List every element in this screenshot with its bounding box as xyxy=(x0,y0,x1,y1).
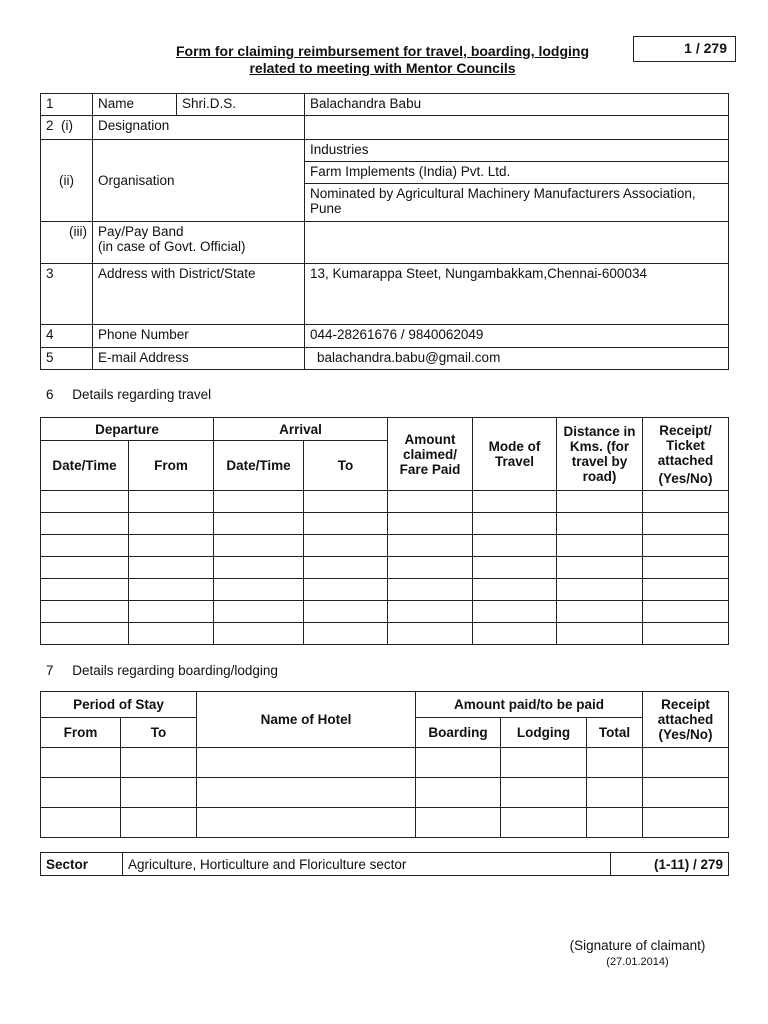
row-email xyxy=(41,348,729,370)
sector-label: Sector xyxy=(41,853,123,876)
row-name xyxy=(41,94,729,116)
arrival-date-header: Date/Time xyxy=(214,441,304,491)
sector-table xyxy=(40,852,729,876)
boarding-header: Boarding xyxy=(416,718,501,748)
form-title xyxy=(120,43,645,77)
name-label: Name xyxy=(93,94,177,116)
row-number: 4 xyxy=(41,325,93,348)
stay-to-header: To xyxy=(121,718,197,748)
row-phone xyxy=(41,325,729,348)
designation-label: Designation xyxy=(93,116,305,140)
travel-row xyxy=(41,513,729,535)
signature-date: (27.01.2014) xyxy=(606,956,669,968)
amount-header: Amount claimed/ Fare Paid xyxy=(388,418,473,491)
lodging-row xyxy=(41,808,729,838)
row-sub-number: (ii) xyxy=(41,140,93,222)
distance-header: Distance in Kms. (for travel by road) xyxy=(557,418,643,491)
travel-row xyxy=(41,601,729,623)
organisation-value: Nominated by Agricultural Machinery Manufacturers Association, Pune xyxy=(305,184,729,222)
stay-from-header: From xyxy=(41,718,121,748)
lodging-row xyxy=(41,778,729,808)
email-value: balachandra.babu@gmail.com xyxy=(305,348,729,370)
travel-row xyxy=(41,535,729,557)
row-number: 5 xyxy=(41,348,93,370)
total-header: Total xyxy=(587,718,643,748)
row-number: 2 (i) xyxy=(41,116,93,140)
arrival-header: Arrival xyxy=(214,418,388,441)
address-value: 13, Kumarappa Steet, Nungambakkam,Chennai-600034 xyxy=(305,264,729,325)
organisation-label: Organisation xyxy=(93,140,305,222)
row-sub-number: (iii) xyxy=(41,222,93,264)
travel-row xyxy=(41,557,729,579)
form-title-line2: related to meeting with Mentor Councils xyxy=(249,60,516,76)
lodging-row xyxy=(41,748,729,778)
organisation-value: Industries xyxy=(305,140,729,162)
phone-value: 044-28261676 / 9840062049 xyxy=(305,325,729,348)
lodging-header: Lodging xyxy=(501,718,587,748)
address-label: Address with District/State xyxy=(93,264,305,325)
amount-paid-header: Amount paid/to be paid xyxy=(416,692,643,718)
phone-label: Phone Number xyxy=(93,325,305,348)
name-prefix: Shri.D.S. xyxy=(177,94,305,116)
hotel-header: Name of Hotel xyxy=(197,692,416,748)
signature-label: (Signature of claimant) xyxy=(569,938,706,953)
departure-header: Departure xyxy=(41,418,214,441)
travel-header-row xyxy=(41,418,729,441)
row-pay-band xyxy=(41,222,729,264)
travel-row xyxy=(41,579,729,601)
travel-table xyxy=(40,417,729,645)
page-number-box: 1 / 279 xyxy=(633,36,736,62)
receipt-header: Receipt/ Ticket attached (Yes/No) xyxy=(643,418,729,491)
form-title-line1: Form for claiming reimbursement for travel, boarding, lodging xyxy=(175,43,590,59)
lodging-receipt-header: Receipt attached (Yes/No) xyxy=(643,692,729,748)
row-designation xyxy=(41,116,729,140)
section-7-heading: 7 Details regarding boarding/lodging xyxy=(46,663,278,678)
organisation-value: Farm Implements (India) Pvt. Ltd. xyxy=(305,162,729,184)
sector-row xyxy=(41,853,729,876)
lodging-table xyxy=(40,691,729,838)
row-organisation xyxy=(41,140,729,162)
travel-row xyxy=(41,623,729,645)
pay-band-label: Pay/Pay Band (in case of Govt. Official) xyxy=(93,222,305,264)
row-number: 1 xyxy=(41,94,93,116)
email-label: E-mail Address xyxy=(93,348,305,370)
mode-header: Mode of Travel xyxy=(473,418,557,491)
arrival-to-header: To xyxy=(304,441,388,491)
name-value: Balachandra Babu xyxy=(305,94,729,116)
designation-value xyxy=(305,116,729,140)
lodging-header-row xyxy=(41,692,729,718)
period-header: Period of Stay xyxy=(41,692,197,718)
section-6-heading: 6 Details regarding travel xyxy=(46,387,212,402)
departure-date-header: Date/Time xyxy=(41,441,129,491)
sector-value: Agriculture, Horticulture and Floriculture sector xyxy=(123,853,611,876)
row-address xyxy=(41,264,729,325)
sector-code: (1-11) / 279 xyxy=(611,853,729,876)
departure-from-header: From xyxy=(129,441,214,491)
travel-row xyxy=(41,491,729,513)
row-number: 3 xyxy=(41,264,93,325)
personal-details-table xyxy=(40,93,729,370)
pay-band-value xyxy=(305,222,729,264)
